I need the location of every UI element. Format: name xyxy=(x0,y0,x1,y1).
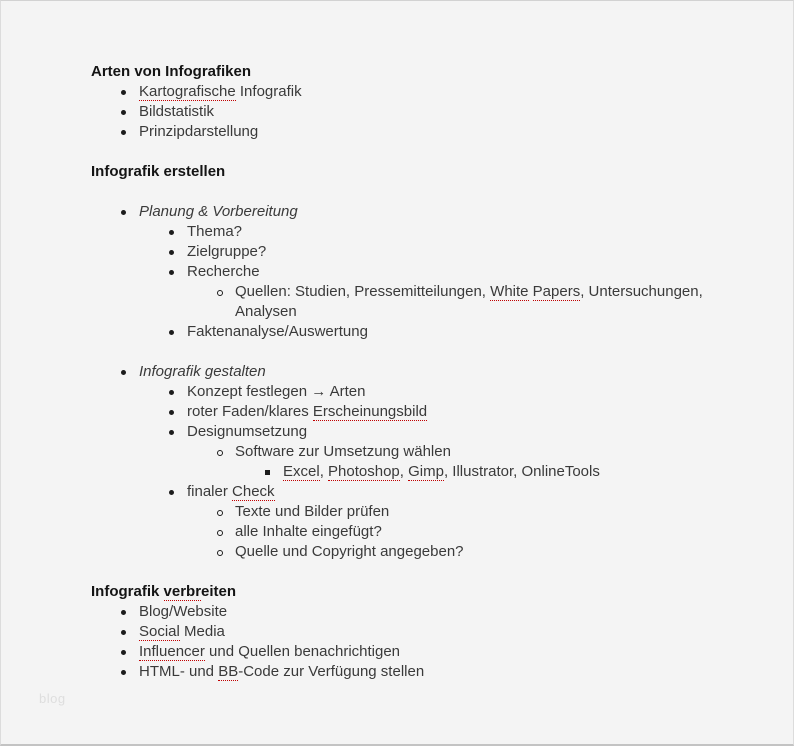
text-segment: eiten xyxy=(201,583,237,600)
bullet-circle-icon xyxy=(217,290,223,296)
list-item xyxy=(139,82,753,102)
list-item-text xyxy=(235,523,382,540)
text-segment: Faktenanalyse/Auswertung xyxy=(187,323,368,340)
text-segment: alle Inhalte eingefügt? xyxy=(235,523,382,540)
list-item-text xyxy=(139,363,266,380)
watermark-text: blog xyxy=(39,691,66,706)
misspelled-text: Check xyxy=(232,483,275,500)
bullet-disc-icon xyxy=(121,130,126,135)
text-segment: Infografik xyxy=(235,83,302,100)
bullet-disc-icon xyxy=(121,630,126,635)
bullet-disc-icon xyxy=(121,370,126,375)
text-segment: Designumsetzung xyxy=(187,423,308,440)
list-item xyxy=(187,222,753,242)
text-segment: , Untersuchungen, xyxy=(580,283,703,300)
list-item-text xyxy=(187,223,242,240)
text-segment: Texte und Bilder prüfen xyxy=(235,503,390,520)
list-item-text xyxy=(235,283,703,320)
list-level-3 xyxy=(187,442,753,482)
text-segment: Infografik gestalten xyxy=(139,363,266,380)
bullet-circle-icon xyxy=(217,550,223,556)
list-item-text xyxy=(139,203,298,220)
list-item xyxy=(187,422,753,442)
list-item xyxy=(139,662,753,682)
bullet-disc-icon xyxy=(169,250,174,255)
list-item xyxy=(235,502,753,522)
bullet-disc-icon xyxy=(169,330,174,335)
list-item xyxy=(187,402,753,422)
list-item xyxy=(139,362,753,382)
section-heading xyxy=(91,582,753,602)
list-item-text xyxy=(235,543,464,560)
list-level-3 xyxy=(187,502,753,562)
document-section xyxy=(91,62,753,142)
bullet-disc-icon xyxy=(169,230,174,235)
list-item xyxy=(187,242,753,262)
bullet-square-icon xyxy=(265,470,270,475)
list-item-text xyxy=(187,403,427,421)
list-item-text xyxy=(139,123,258,140)
list-item-text xyxy=(139,623,225,641)
text-segment: Media xyxy=(179,623,225,640)
list-item-text xyxy=(187,483,275,501)
text-segment: und Quellen benachrichtigen xyxy=(204,643,401,660)
text-segment: Quelle und Copyright angegeben? xyxy=(235,543,464,560)
bullet-disc-icon xyxy=(169,490,174,495)
list-level-1 xyxy=(91,82,753,142)
bullet-circle-icon xyxy=(217,450,223,456)
text-segment: Software zur Umsetzung wählen xyxy=(235,443,451,460)
text-segment: Quellen: Studien, Pressemitteilungen, xyxy=(235,283,491,300)
text-segment: Analysen xyxy=(235,303,297,320)
list-item xyxy=(139,102,753,122)
list-level-3 xyxy=(187,282,753,322)
misspelled-text: verbr xyxy=(163,583,202,600)
list-level-4 xyxy=(235,462,753,482)
list-level-2 xyxy=(139,382,753,562)
list-level-2 xyxy=(139,222,753,342)
list-item xyxy=(139,122,753,142)
text-segment: Infografik erstellen xyxy=(91,163,226,180)
misspelled-text: Excel xyxy=(283,463,320,480)
text-segment: -Code zur Verfügung stellen xyxy=(238,663,425,680)
list-item-text xyxy=(235,503,389,520)
section-heading xyxy=(91,162,753,182)
text-segment: HTML- und xyxy=(139,663,219,680)
text-segment: roter Faden/klares xyxy=(187,403,313,420)
list-item xyxy=(139,622,753,642)
text-segment: Bildstatistik xyxy=(139,103,215,120)
list-item-text xyxy=(139,663,424,681)
misspelled-text: Papers xyxy=(532,283,581,300)
document-section xyxy=(91,162,753,562)
list-item xyxy=(235,282,753,322)
list-item-text xyxy=(139,643,400,661)
misspelled-text: BB xyxy=(218,663,239,680)
bullet-disc-icon xyxy=(121,650,126,655)
text-segment: Prinzipdarstellung xyxy=(139,123,259,140)
text-segment: Konzept festlegen → Arten xyxy=(187,383,366,400)
misspelled-text: Photoshop xyxy=(328,463,400,480)
bullet-circle-icon xyxy=(217,530,223,536)
misspelled-text: White xyxy=(490,283,529,300)
text-segment: Blog/Website xyxy=(139,603,228,620)
list-item-text xyxy=(283,463,600,481)
list-item-text xyxy=(187,423,307,440)
bullet-disc-icon xyxy=(169,270,174,275)
bullet-disc-icon xyxy=(121,670,126,675)
list-item-text xyxy=(187,383,365,400)
list-item-text xyxy=(235,443,451,460)
bullet-disc-icon xyxy=(121,110,126,115)
list-item xyxy=(139,642,753,662)
list-level-1 xyxy=(91,202,753,562)
text-segment: Arten von Infografiken xyxy=(91,63,252,80)
bullet-disc-icon xyxy=(121,90,126,95)
misspelled-text: Kartografische xyxy=(139,83,236,100)
document-content xyxy=(1,1,793,682)
text-segment: Recherche xyxy=(187,263,260,280)
list-item-text xyxy=(139,603,227,620)
text-segment: Zielgruppe? xyxy=(187,243,267,260)
list-item xyxy=(139,602,753,622)
text-segment: Planung & Vorbereitung xyxy=(139,203,298,220)
bullet-disc-icon xyxy=(169,390,174,395)
bullet-circle-icon xyxy=(217,510,223,516)
list-level-1 xyxy=(91,602,753,682)
list-item xyxy=(235,522,753,542)
misspelled-text: Influencer xyxy=(139,643,205,660)
list-item xyxy=(187,482,753,502)
misspelled-text: Gimp xyxy=(408,463,444,480)
text-segment: , Illustrator, OnlineTools xyxy=(443,463,600,480)
list-item-text xyxy=(139,83,302,101)
bullet-disc-icon xyxy=(169,430,174,435)
list-item xyxy=(139,202,753,222)
document-section xyxy=(91,582,753,682)
list-item xyxy=(187,322,753,342)
misspelled-text: Social xyxy=(139,623,180,640)
list-item-text xyxy=(187,263,260,280)
text-segment: Infografik xyxy=(91,583,164,600)
list-item xyxy=(187,382,753,402)
bullet-disc-icon xyxy=(169,410,174,415)
list-item xyxy=(235,542,753,562)
text-segment: finaler xyxy=(187,483,233,500)
list-item xyxy=(283,462,753,482)
misspelled-text: Erscheinungsbild xyxy=(312,403,428,420)
list-item xyxy=(235,442,753,462)
list-item-text xyxy=(187,323,368,340)
list-item xyxy=(187,262,753,282)
text-segment: , xyxy=(319,463,329,480)
list-item-text xyxy=(187,243,266,260)
bullet-disc-icon xyxy=(121,610,126,615)
section-heading xyxy=(91,62,753,82)
list-item-text xyxy=(139,103,214,120)
text-segment: , xyxy=(399,463,409,480)
bullet-disc-icon xyxy=(121,210,126,215)
text-segment: Thema? xyxy=(187,223,243,240)
